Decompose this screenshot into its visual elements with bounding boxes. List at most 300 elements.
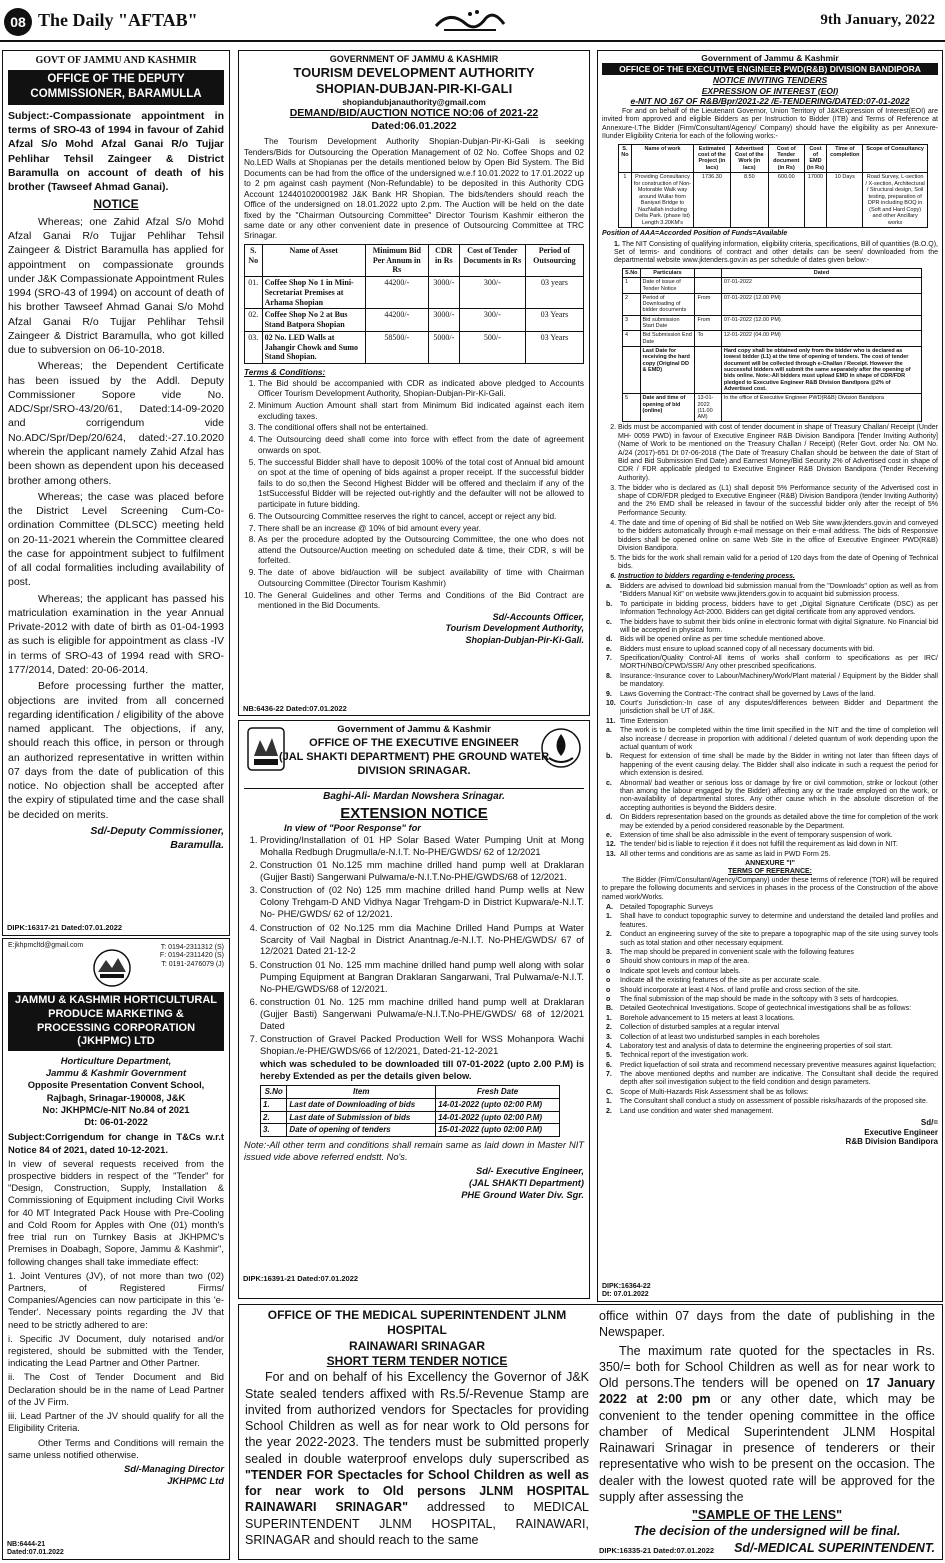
govt-line: Government of Jammu & Kashmir xyxy=(337,724,491,735)
list-item xyxy=(606,1071,938,1088)
intro-paragraph: The Tourism Development Authority Shopian-Dubjan-Pir-Ki-Gali is seeking Tenders/Bids for Outsourcing the Operation Management of 02 No. Coffee Shops and 02 No.LED Walls at Shopianas per the details mentioned below by Open Bid System. The Bid Documents can be had from the office of the undersigned w.e.f 10.01.2022 to 17.01.2022 up to 2 pm against cash payment (Non-Refundable) to be deposited in this Authority CDG Account 124401020001982 J&K Bank HR Shopian. The bids/tenders should reach the Office of the undersigned on 18.01.2022 upto 2.pm. The Auction will be held on the date fixed by the "Chairman Outsourcing Committee" Director Tourism Kashmir eitheron the same date or any other convenient date in presence of Outsourcing Committee at TRC Srinagar. xyxy=(244,136,584,241)
ref-date: Dt: 07.01.2022 xyxy=(602,1290,649,1298)
item-marker: C. xyxy=(606,1088,613,1096)
table-cell: 03 Years xyxy=(525,309,583,332)
list-item xyxy=(606,996,938,1004)
item-text: Collection of at least two undisturbed samples in each boreholes xyxy=(620,1033,820,1041)
table-cell xyxy=(623,347,641,394)
table-cell: From xyxy=(695,315,721,331)
work-item: 5. Construction 01 No. 125 mm machine drilled hand pump well along with solar Pumping Equipment at Bangran Draklaran Sangarwani, Tral Pulwama/e-N.I.T. No-PHE/GWDS/68 of 12/2021. xyxy=(260,960,584,996)
list-item xyxy=(606,1108,938,1116)
clause-item: 5. The bids for the work shall remain valid for a period of 120 days from the date of Opening of Technical bids. xyxy=(618,555,938,572)
tourism-auction-notice xyxy=(238,50,590,716)
item-marker: o xyxy=(606,967,611,975)
list-item xyxy=(606,673,938,690)
office-banner: OFFICE OF THE EXECUTIVE ENGINEER PWD(R&B) DIVISION BANDIPORA xyxy=(602,63,938,75)
work-item: 6. construction 01 No. 125 mm machine drilled hand pump well at Draklaran (Gujjer Basti) Sangerwani Pulwama/e-N.I.T.No-PHE/GWDS/ 68 of 12/2021 Dated xyxy=(260,997,584,1033)
item-text: Collection of disturbed samples at a regular interval xyxy=(620,1024,780,1032)
jk-emblem-icon xyxy=(246,726,286,772)
list-item xyxy=(606,841,938,849)
work-item: 4. Construction of 02 No.125 mm dia Machine Drilled Hand Pumps at Water Scarcity of Vail Nagbal in District Anantnag./e-N.I.T. No-PHE/GWDS/ 67 of 12/2021 Dated 21-12-2 xyxy=(260,923,584,959)
table-row xyxy=(261,1124,560,1137)
table-cell: To xyxy=(695,331,721,347)
jal-shakti-extension-notice xyxy=(238,720,590,1299)
table-cell: Road Survey, L-section / X-section, Architectural / Structural design, Soil testing, preparation of DPR including BOQ in (Soft and Hard Copy) and other Ancillary works xyxy=(863,173,928,228)
item-marker: a. xyxy=(606,727,612,735)
paragraph: i. Specific JV Document, duly notarised and/or registered, should be submitted with the Tender, indicating the Lead Partner and Other Partner. xyxy=(8,1332,224,1369)
clause-item: 3. The bidder who is declared as (L1) shall deposit 5% Performance security of the Advertised cost in shape of CDR/FDR pledged to Executive Engineer (R&B) Division Bandipora (tender Inviting Authority) and the 2% EMD shall be released in favour of the successful bidder only after the receipt of 5% Performance Security. xyxy=(618,485,938,519)
table-cell: Hard copy shall be obtained only from the bidder who is declared as lowest bidder (L1) at the time of opening of tenders. The cost of tender document will be collected through e-Challan / Receipt. However the successful bidders will submit the same separately after the opening of bids online. Note:-All bidders must upload EMD in shape of CDR/FDR pledged to Executive Engineer R&B Division Bandipora @2% of Advertised cost. xyxy=(721,347,921,394)
table-cell: 58500/- xyxy=(365,331,428,363)
table-cell: Coffee Shop No 1 in Mini-Secretariat Premises at Arhama Shopian xyxy=(262,277,365,309)
tender-text: For and on behalf of his Excellency the Governor of J&K State sealed tenders affixed with Rs.5/-Revenue Stamp are invited from authorized vendors for Spectacles for providing School Children as well as for near work to Old persons for the year 2022-2023. The tenders must be submitted properly sealed in double waterproof envelops duly superscribed as xyxy=(245,1370,589,1466)
list-item xyxy=(606,958,938,966)
org-banner: JAMMU & KASHMIR HORTICULTURAL PRODUCE MARKETING & PROCESSING CORPORATION (JKHPMC) LTD xyxy=(8,992,224,1051)
table-cell: In the office of Executive Engineer PWD(R&B) Division Bandipora xyxy=(721,394,921,422)
table-cell: Date of opening of tenders xyxy=(287,1124,436,1137)
term-item: 8. As per the procedure adopted by the Outsourcing Committee, the one who does not attend the Outsource/Auction meeting on scheduled date & time, their CDR, s will be forfeited. xyxy=(258,534,584,565)
item-text: Should incorporate at least 4 Nos. of land profile and cross section of the site. xyxy=(620,986,861,994)
signature: Shopian-Dubjan-Pir-Ki-Gali. xyxy=(465,634,584,645)
table-cell: Date of issue of Tender Notice xyxy=(640,278,695,294)
list-item xyxy=(606,636,938,644)
table-cell: 13-01-2022 (11.00 AM) xyxy=(695,394,721,422)
item-marker: A. xyxy=(606,904,613,912)
table-row xyxy=(245,309,584,332)
signature: R&B Division Bandipora xyxy=(845,1137,938,1147)
rate-text-tail: or any other date, which may be convenient to the tender opening committee in the office chamber of Medical Superintendent JLNM Hospital Rainawari Srinagar in presence of tenderers or their representative who wish to be present on the occasion. The dealer with the lowest quoted rate will be approved for the supply after assessing the xyxy=(599,1392,936,1504)
table-cell: 10 Days xyxy=(827,173,863,228)
list-item xyxy=(606,987,938,995)
schedule-text: which was scheduled to be downloaded till 07-01-2022 (upto 2.00 P.M) is hereby Extended as per the details given below. xyxy=(260,1059,584,1082)
notice-title: NOTICE xyxy=(93,197,139,212)
list-item xyxy=(606,700,938,717)
table-cell: 01. xyxy=(245,277,263,309)
notice-number: No: JKHPMC/e-NIT No.84 of 2021 xyxy=(42,1103,190,1115)
list-item xyxy=(606,832,938,840)
work-item: 3. Construction of (02 No) 125 mm machine drilled hand Pump wells at New Colony Trehgam-D AND Vidhya Nagar Trehgam-D in District Kupwara/e-N.I.T. No- PHE/GWDS/ 62 of 12/2021. xyxy=(260,885,584,921)
signature: Sd/-MEDICAL SUPERINTENDENT. xyxy=(734,1540,935,1555)
tor-intro: The Bidder (Firm/Consultant/Agency/Company) under these terms of reference (TOR) will be required to prepare the following documents and services in phases in the process of the Construction of the above named work/Works. xyxy=(602,876,938,901)
paragraph: Whereas; one Zahid Afzal S/o Mohd Afzal Ganai R/o Tujjar Pehlihar Tehsil Zaingeer & District Baramulla has applied for appointment on compassionate grounds under J&K Compassionate Appointment Rules 1994 (SRO-43 of 1994) on account of death of his brother Tawseef Ahmad Ganai S/o Mohd Afzal Ganai R/o Tujjar Pehlihar Tehsil Zaingeer & District Baramulla, who got killed due to subversion on 06-10-2018. xyxy=(8,215,224,357)
office-line: DIVISION SRINAGAR. xyxy=(357,765,471,778)
item-marker: 6. xyxy=(606,1061,612,1069)
list-item xyxy=(606,977,938,985)
list-item xyxy=(606,583,938,600)
office-line: (JAL SHAKTI DEPARTMENT) PHE GROUND WATER xyxy=(278,751,550,764)
work-item: 2. Construction 01 No.125 mm machine drilled hand pump well at Draklaran (Gujjer Basti) Sangerwani Pulwama/e-N.I.T.No-PHE/GWDS/68 of 12/2021. xyxy=(260,860,584,884)
table-header: Name of Asset xyxy=(262,244,365,276)
work-item: 7. Construction of Gravel Packed Production Well for WSS Mohanpora Wachi Shopian./e-PHE/GWDS/66 of 12/2021, Dated-21-12-2021 xyxy=(260,1034,584,1058)
table-cell: 44200/- xyxy=(365,309,428,332)
item-marker: 1. xyxy=(606,1014,612,1022)
tender-text-tail: addressed to MEDICAL SUPERINTENDENT JLNM HOSPITAL, RAINAWARI, SRINAGAR and should reach to the same xyxy=(245,1500,589,1547)
address-line: Rajbagh, Srinagar-190008, J&K xyxy=(46,1091,186,1103)
paper-name: The Daily "AFTAB" xyxy=(38,10,198,30)
signature: Tourism Development Authority, xyxy=(445,623,584,634)
signature: Executive Engineer xyxy=(864,1127,938,1137)
paragraph: Whereas; the case was placed before the District Level Screening Cum-Co-ordination Committee (DLSCC) meeting held on 20-11-2021 wherein the Committee cleared the case for appointment subject to fulfilment of all codal formalities including availability of post. xyxy=(8,490,224,589)
item-marker: 3. xyxy=(606,948,612,956)
table-cell: 17000 xyxy=(804,173,827,228)
list-item xyxy=(606,968,938,976)
address-line: Opposite Presentation Convent School, xyxy=(27,1079,205,1091)
table-cell: Last date of Submission of bids xyxy=(287,1111,436,1124)
table-cell: 8.50 xyxy=(730,173,768,228)
table-cell: 03 Years xyxy=(525,331,583,363)
item-text: Indicate spot levels and contour labels. xyxy=(620,967,741,975)
table-header: Minimum Bid Per Annum in Rs xyxy=(365,244,428,276)
table-cell: 3000/- xyxy=(428,309,459,332)
table-cell: From xyxy=(695,293,721,315)
item-marker: 9. xyxy=(606,690,612,698)
item-marker: 2. xyxy=(606,1107,612,1115)
item-text: The above mentioned depths and number are indicative. The Consultant shall decide the required depth after soil investigation subject to the field condition and design parameters. xyxy=(620,1071,938,1087)
notice-title: EXTENSION NOTICE xyxy=(340,804,488,822)
aftab-logo xyxy=(430,6,510,36)
email: shopiandubjanauthority@gmail.com xyxy=(342,96,486,107)
position-line: Position of AAA=Accorded Position of Funds=Available xyxy=(602,230,788,238)
table-cell: 1. xyxy=(261,1098,287,1111)
table-cell: 1736.30 xyxy=(694,173,730,228)
item-marker: 7. xyxy=(606,1071,612,1079)
ref-number: DIPK:16335-21 Dated:07.01.2022 xyxy=(599,1546,715,1556)
table-row xyxy=(261,1111,560,1124)
fresh-date-table xyxy=(260,1085,560,1137)
decision-line: The decision of the undersigned will be final. xyxy=(633,1524,901,1539)
table-header: Item xyxy=(287,1086,436,1099)
list-item xyxy=(606,1052,938,1060)
list-item xyxy=(606,601,938,618)
term-item: 9. The date of above bid/auction will be subject availability of time with Chairman Outsourcing Committee (Director Tourism Kashmir) xyxy=(258,567,584,588)
paragraph: Whereas; the Dependent Certificate has been issued by the Addl. Deputy Commissioner Sopore vide No. ADC/Spr/SRO-43/20/61, Dated:14-09-2020 and corrigendum vide No.ADC/Spr/Dep/20/624, dated:-27.10.2020 wherein the applicant namely Zahid Afzal has been shown as dependent upon his deceased brother among others. xyxy=(8,360,224,487)
govt-line: GOVT OF JAMMU AND KASHMIR xyxy=(35,55,197,66)
item-text: The Consultant shall conduct a study on assessment of possible risks/hazards of the proposed site. xyxy=(620,1098,928,1106)
item-marker: d. xyxy=(606,636,613,644)
table-cell: Date and time of opening of bid (online) xyxy=(640,394,695,422)
clause-item: 2. Bids must be accompanied with cost of tender document in shape of Treasury Challan/ Receipt (Under MH- 0059 PWD) in favour of Executive Engineer R&B Division Bandipora [Tender Inviting Authority] (Name of Work to be mentioned on the Treasury Challan / Receipt) (Refer Govt. order No. OM No. A/24 (2017)-651 Dt 07-06-2018 (The Date of Treasury Challan should be between the date of Start of Bid and Bid Submission End Date) and Earnest Money/Bid Security 2% of Advertised cost in shape of CDR / FDR applicable pledged to Executive Engineer R&B Division Bandipora (Tender Receiving Authority). xyxy=(618,424,938,483)
item-marker: o xyxy=(606,958,611,966)
term-item: 6. The Outsourcing Committee reserves the right to cancel, accept or reject any bid. xyxy=(258,511,584,521)
office-line: TOURISM DEVELOPMENT AUTHORITY xyxy=(293,65,535,81)
ref-number: DIPK:16317-21 Dated:07.01.2022 xyxy=(7,922,123,932)
table-cell: Last Date for receiving the hard copy (Original DD & EMD) xyxy=(640,347,695,394)
item-marker: 8. xyxy=(606,672,612,680)
table-header: Cost of EMD (in Rs) xyxy=(804,144,827,173)
nit-number: e-NIT NO 167 OF R&B/Bpr/2021-22 /E-TENDERING/DATED:07-01-2022 xyxy=(630,95,910,106)
list-item xyxy=(606,727,938,752)
item-text: Bidders must ensure to upload scanned copy of all necessary documents with bid. xyxy=(620,645,875,653)
item-marker: 13. xyxy=(606,850,616,858)
jlnm-tender-notice xyxy=(238,1304,943,1560)
table-cell: 600.00 xyxy=(768,173,804,228)
tor-title: TERMS OF REFERANCE: xyxy=(728,868,812,876)
item-text: Conduct an engineering survey of the site to prepare a topographic map of the site using survey tools such as total station and other necessary equipment. xyxy=(620,931,938,947)
tor-list xyxy=(602,904,938,1116)
item-text: The tender/ bid is liable to rejection if it does not fulfill the requirement as laid down in NIT. xyxy=(620,841,898,849)
table-cell: 07-01-2022 (12.00 PM) xyxy=(721,293,921,315)
table-cell: 03 years xyxy=(525,277,583,309)
item-text: Scope of Multi-Hazards Risk Assessment shall be as follows: xyxy=(620,1088,809,1096)
signature: Sd/-Managing Director xyxy=(123,1463,224,1474)
signature: Sd/-Accounts Officer, xyxy=(492,612,584,623)
paragraph: office within 07 days from the date of publishing in the Newspaper. xyxy=(599,1309,935,1340)
terms-title: Terms & Conditions: xyxy=(244,367,326,378)
table-row xyxy=(245,277,584,309)
item-text: To participate in bidding process, bidders have to get „Digital Signature Certificate (DSC) as per Information Technology Act-2000. Bidders can get digital certificate from any approved vendors. xyxy=(620,600,938,617)
item-marker: d. xyxy=(606,814,613,822)
item-text: Bids will be opened online as per time schedule mentioned above. xyxy=(620,636,826,644)
table-cell: 14-01-2022 (upto 02:00 P.M) xyxy=(436,1098,560,1111)
intro-paragraph: For and on behalf of the Lieutenant Governor, Union Territory of J&KExpression of Interest(EOI) are invited from approved and eligible Bidders as per Instruction to Bidder (ITB) and Terms of Reference at Annexure-I.The Bidder (Firm/Consultant/Agency/ Company) should have the eligibility as per Annexure-IIunder Eligibility Criteria for each of the following works:- xyxy=(602,107,938,141)
item-marker: c. xyxy=(606,779,612,787)
list-item xyxy=(606,619,938,636)
annexure-title: ANNEXURE "I" xyxy=(745,860,795,868)
table-header: Particulars xyxy=(640,268,695,277)
jkhpmc-corrigendum xyxy=(2,938,230,1560)
signature: Sd/-Deputy Commissioner, xyxy=(90,824,224,837)
table-header: S. No xyxy=(245,244,263,276)
list-item xyxy=(606,904,938,912)
office-line: OFFICE OF THE MEDICAL SUPERINTENDENT JLNM HOSPITAL xyxy=(267,1308,567,1338)
table-header: S.No xyxy=(623,268,641,277)
item-text: Shall have to conduct topographic survey to determine and understand the detailed land profiles and features. xyxy=(620,913,938,929)
table-cell: 5 xyxy=(623,394,641,422)
item-marker: b. xyxy=(606,600,613,608)
signature: PHE Ground Water Div. Sgr. xyxy=(461,1189,584,1200)
term-item: 2. Minimum Auction Amount shall start from Minimum Bid indicated against each item excluding taxes. xyxy=(258,400,584,421)
table-row xyxy=(261,1098,560,1111)
list-item xyxy=(606,814,938,831)
table-header: Scope of Consultancy xyxy=(863,144,928,173)
item-text: Should show contours in map of the area. xyxy=(620,958,750,966)
item-marker: 12. xyxy=(606,841,616,849)
table-cell xyxy=(695,278,721,294)
table-cell: Last date of Downloading of bids xyxy=(287,1098,436,1111)
table-header: Name of work xyxy=(631,144,693,173)
item-marker: 4. xyxy=(606,1042,612,1050)
table-cell: 4 xyxy=(623,331,641,347)
ref-number: NB:6444-21 xyxy=(7,1540,46,1548)
item-text: Bidders are advised to download bid submission manual from the "Downloads" option as well as from "Bidders Manual Kit" on website www.jktenders.gov.in to acquaint bid submission process. xyxy=(620,582,938,599)
list-item xyxy=(606,753,938,778)
fax: F: 0194-2311420 (S) xyxy=(159,952,224,960)
item-text: Land use condition and water shed management. xyxy=(620,1107,774,1115)
rate-text: The maximum rate quoted for the spectacles in Rs. 350/= both for School Children as well as for near work to Old persons.The tenders will be opened on xyxy=(599,1343,935,1390)
govt-line: Government of Jammu & Kashmir xyxy=(701,53,839,63)
item-marker: 5. xyxy=(606,1052,612,1060)
notice-title: SHORT TERM TENDER NOTICE xyxy=(326,1354,508,1369)
sd-mark: Sd/= xyxy=(920,1118,938,1128)
term-item: 1. The Bid should be accompanied with CDR as indicated above pledged to Accounts Officer Tourism Development Authority, Shopian-Dubjan-Pir-Ki-Gali. xyxy=(258,378,584,399)
list-item xyxy=(606,1098,938,1106)
phone: T: 0191-2476079 (J) xyxy=(161,960,224,968)
terms-list xyxy=(244,378,584,611)
table-row xyxy=(623,278,922,294)
jal-shakti-logo-icon xyxy=(540,726,582,770)
ref-number: DIPK:16391-21 Dated:07.01.2022 xyxy=(243,1274,359,1284)
table-cell: 300/- xyxy=(459,309,525,332)
signature: JKHPMC Ltd xyxy=(167,1475,224,1487)
item-text: Detailed Topographic Surveys xyxy=(620,904,713,912)
term-item: 3. The conditional offers shall not be entertained. xyxy=(258,422,584,432)
list-item xyxy=(606,691,938,699)
item-text: Abnormal/ bad weather or serious loss or damage by fire or civil commotion, strike or lockout (other than among the labour engaged by the Bidder) affecting any or the trade employed on the work, or non-availability of departmental stores. Any other cause which in the absolute discretion of the accepting authorities is beyond the Bidders desire. xyxy=(620,779,938,812)
tender-superscription: "TENDER FOR Spectacles for School Children as well as for near work to Old persons JLNM HOSPITAL RAINAWARI SRINAGAR" xyxy=(245,1467,589,1515)
table-cell: 1 xyxy=(623,278,641,294)
item-marker: 1. xyxy=(606,913,612,921)
item-text: The bidders have to submit their bids online in electronic format with digital Signature. No Financial bid will be accepted in physical form. xyxy=(620,618,938,634)
office-line: OFFICE OF THE EXECUTIVE ENGINEER xyxy=(309,737,519,750)
table-cell: 2. xyxy=(261,1111,287,1124)
signature: Baramulla. xyxy=(170,839,224,852)
signature: (JAL SHAKTI Department) xyxy=(468,1177,584,1188)
table-cell: 500/- xyxy=(459,331,525,363)
term-item: 5. The successful Bidder shall have to deposit 100% of the total cost of Annual bid amount on spot at the time of opening of bids against a proper receipt. If the successful bidder fails to do so,then the Second Highest Bidder will be offered and theclaim if any of the 1stSuccessful Bidder will be rejected out-rightly and the defaulter will not be allowed to participate in future bidding. xyxy=(258,457,584,509)
table-row xyxy=(623,331,922,347)
table-header: Period of Outsourcing xyxy=(525,244,583,276)
item-text: Technical report of the investigation work. xyxy=(620,1052,749,1060)
term-item: 4. The Outsourcing deed shall come into force with effect from the date of agreement onwards on spot. xyxy=(258,434,584,455)
table-row xyxy=(623,347,922,394)
item-text: On Bidders representation based on the grounds as detailed above the time for completion of the work may be extended by a period considered reasonable by the Department. xyxy=(620,814,938,830)
item-marker: o xyxy=(606,986,611,994)
item-text: The map should be prepared in convenient scale with the following features xyxy=(620,948,854,956)
item-marker: 2. xyxy=(606,931,612,939)
notice-line: NOTICE INVITING TENDERS xyxy=(712,75,828,86)
paragraph: Before processing further the matter, objections are invited from all concerned regarding identification / eligibility of the above named applicant. The objections, if any, should reach this office, in person or through an authorized representative in written within 07 days from the date of publication of this notice. No objection shall be accepted after the expiry of stipulated time and the case shall be decided on merits. xyxy=(8,680,224,821)
paragraph: iii. Lead Partner of the JV should qualify for all the Eligibility Criteria. xyxy=(8,1410,224,1434)
item-marker: o xyxy=(606,977,611,985)
notice-date: Dt: 06-01-2022 xyxy=(84,1116,148,1128)
paragraph: ii. The Cost of Tender Document and Bid Declaration should be in the name of Lead Partner of the JV Firm. xyxy=(8,1371,224,1407)
list-item xyxy=(606,1015,938,1023)
item-marker: e. xyxy=(606,831,612,839)
table-row xyxy=(245,331,584,363)
clause-item: 4. The date and time of opening of Bid shall be notified on Web Site www.jktenders.gov.in and conveyed to the bidders automatically through e-mail message on their e-mail address. The bids of Responsive bidders shall be opened online on same Web Site in the office of Executive Engineer PWD(R&B) Division Bandipora. xyxy=(618,520,938,554)
notice-date: Dated:06.01.2022 xyxy=(371,120,457,133)
table-header: CDR in Rs xyxy=(428,244,459,276)
list-item xyxy=(606,1005,938,1013)
table-cell: 15-01-2022 (upto 02:00 P.M) xyxy=(436,1124,560,1137)
subject: Subject:-Compassionate appointment in terms of SRO-43 of 1994 in favour of Zahid Afzal S/o Mohd Afzal Ganai R/o Tujjar Pehlihar Tehsil Zaingeer & District Baramulla on account of death of his brother (Tawseef Ahmad Ganai). xyxy=(8,109,224,194)
item-text: Laws Governing the Contract:-The contract shall be governed by Laws of the land. xyxy=(620,690,876,698)
item-text: Detailed Geotechnical Investigations. Scope of geotechnical investigations shall be as follows: xyxy=(620,1005,912,1013)
issue-date: 9th January, 2022 xyxy=(820,12,935,28)
paragraph: 1. Joint Ventures (JV), of not more than two (02) Partners, of Registered Firms/ Companies/Agencies can now participate in this 'e-Tender'. Necessary points regarding the JV that need to be strictly adhered to are: xyxy=(8,1269,224,1330)
instructions-list xyxy=(602,583,938,859)
table-cell: 3. xyxy=(261,1124,287,1137)
dc-baramulla-notice xyxy=(2,50,230,936)
subject: Subject:Corrigendum for change in T&Cs w.r.t Notice 84 of 2021, dated 10-12-2021. xyxy=(8,1131,224,1155)
clause-1-text: The NIT Consisting of qualifying information, eligibility criteria, specifications, Bill of quantities (B.O.Q), Set of terms- and conditions of contract and other details can be seen/ downloaded from the departmental website www.jktenders.gov.in as per schedule of dates given below:- xyxy=(614,240,938,265)
table-row xyxy=(623,293,922,315)
dept-line: Jammu & Kashmir Government xyxy=(45,1067,187,1079)
clause-1: 1. The NIT Consisting of qualifying information, eligibility criteria, specifications, Bill of quantities (B.O.Q), Set of terms- and conditions of contract and other details can be seen/ downloaded from the departmental website www.jktenders.gov.in as per schedule of dates given below:- xyxy=(614,240,938,265)
table-cell: 07-01-2022 xyxy=(721,278,921,294)
item-text: The work is to be completed within the time limit specified in the NIT and the time of completion will also increase / decrease in proportion with additional / deleted quantum of work depending upon the actual quantum of work xyxy=(620,727,938,751)
item-marker: b. xyxy=(606,753,613,761)
table-header: Estimated cost of the Project (in lacs) xyxy=(694,144,730,173)
paragraph xyxy=(599,1343,935,1506)
table-cell: Providing Consultancy for construction of Non-Motorable Walk way around Wullar from Baniyari Bridge to NazNallah including Delta Park. (phase Ist) Length 3.20KM's xyxy=(631,173,693,228)
item-text: Specification/Quality Control-All items of works shall conform to specifications as per IRC/ MORTH/NBO/CPWD/SSR/ Any other prescribed specifications. xyxy=(620,655,938,671)
page-number: 08 xyxy=(4,8,32,36)
dept-line: Horticulture Department, xyxy=(60,1055,172,1066)
paragraph: Whereas; the applicant has passed his matriculation examination in the year Annual Private-2012 with date of birth as 01-04-1993 as such is eligible for appointment as class -IV in terms of SRO-43 of 1994 read with SRO-177/2014, Dated: 20-06-2014. xyxy=(8,592,224,676)
schedule-table xyxy=(622,268,922,423)
work-item: 1. Providing/Installation of 01 HP Solar Based Water Pumping Unit at Mong Mohalla Redbugh Drugmulla/e-N.I.T. No-PHE/GWDS/ 62 of 12/2021 xyxy=(260,835,584,859)
address: Baghi-Ali- Mardan Nowshera Srinagar. xyxy=(244,788,584,804)
clause-list xyxy=(602,424,938,581)
item-marker: e. xyxy=(606,645,612,653)
list-item xyxy=(606,1034,938,1042)
table-cell: 300/- xyxy=(459,277,525,309)
item-marker: 11. xyxy=(606,717,616,725)
item-text: Extension of time shall be also admissible in the event of temporary suspension of work. xyxy=(620,831,893,839)
list-item xyxy=(606,718,938,726)
paragraph: Other Terms and Conditions will remain the same unless notified otherwise. xyxy=(8,1436,224,1460)
table-cell: 1 xyxy=(619,173,632,228)
table-header: Fresh Date xyxy=(436,1086,560,1099)
term-item: 7. There shall be an increase @ 10% of bid amount every year. xyxy=(258,523,584,533)
item-text: Time Extension xyxy=(620,717,668,725)
notice-line: EXPRESSION OF INTEREST (EOI) xyxy=(701,85,839,96)
list-item xyxy=(606,949,938,957)
ref-date: Dated:07.01.2022 xyxy=(7,1548,64,1556)
ref-number: DIPK:16364-22 xyxy=(602,1282,651,1290)
item-marker: a. xyxy=(606,582,612,590)
opening-date: 17 January 2022 at 2:00 pm xyxy=(599,1376,936,1407)
table-cell xyxy=(695,347,721,394)
table-cell: 03. xyxy=(245,331,263,363)
clause-item: 6. Instruction to bidders regarding e-tendering process. xyxy=(618,573,938,581)
table-cell: Bid submission Start Date xyxy=(640,315,695,331)
jkhpmc-logo-icon xyxy=(90,948,134,988)
item-marker: 10. xyxy=(606,700,616,708)
table-header: S. No xyxy=(619,144,632,173)
table-cell: Coffee Shop No 2 at Bus Stand Batpora Shopian xyxy=(262,309,365,332)
list-item xyxy=(606,646,938,654)
ref-number: NB:6436-22 Dated:07.01.2022 xyxy=(243,703,347,713)
paragraph: In view of several requests received from the prospective bidders in respect of the "Tender" for "Design, Construction, Supply, Installation & Commissioning of Equipment including Civil Works for 40 MT Integrated Pack House with Pre-Cooling and Cold Room for Apples with One (01) month's free trial run on Turnkey Basis at JKHPMC's Premises in Doabagh, Sopore, Jammu & Kashmir", following changes shall take immediate effect: xyxy=(8,1157,224,1267)
table-row xyxy=(623,315,922,331)
signature: Sd/- Executive Engineer, xyxy=(476,1165,584,1176)
table-cell: 12-01-2022 (04.00 PM) xyxy=(721,331,921,347)
item-text: Request for extension of time shall be made by the Bidder in writing not later than fifteen days of happening of the event causing delay. The Bidder shall also indicate in such a request the period for which extension is desired. xyxy=(620,753,938,778)
table-cell: 2 xyxy=(623,293,641,315)
item-text: Borehole advancement to 15 meters at least 3 locations. xyxy=(620,1014,795,1022)
table-cell: 14-01-2022 (upto 02:00 P.M) xyxy=(436,1111,560,1124)
masthead xyxy=(0,0,945,42)
govt-line: GOVERNMENT OF JAMMU & KASHMIR xyxy=(329,54,499,64)
table-cell: 02 No. LED Walls at Jahangir Chowk and Sumo Stand Shopian. xyxy=(262,331,365,363)
phone: T: 0194-2311312 (S) xyxy=(160,944,224,951)
item-text: The final submission of the map should be made in the softcopy with 3 sets of hardcopies. xyxy=(620,995,899,1003)
item-text: Laboratory test and analysis of data to determine the engineering properties of soil start. xyxy=(620,1042,893,1050)
notice-number: DEMAND/BID/AUCTION NOTICE NO:06 of 2021-22 xyxy=(289,106,539,119)
pwd-bandipora-eoi xyxy=(597,50,943,1302)
note: Note:-All other term and conditions shall remain same as laid down in Master NIT issued vide above referred endstt. No's. xyxy=(244,1140,584,1163)
table-cell: Bid Submission End Date xyxy=(640,331,695,347)
table-cell: 44200/- xyxy=(365,277,428,309)
table-header: Cost of Tender Documents in Rs xyxy=(459,244,525,276)
office-line: RAINAWARI SRINAGAR xyxy=(348,1338,485,1353)
sample-label: "SAMPLE OF THE LENS" xyxy=(691,1508,843,1522)
intro: In view of "Poor Response" for xyxy=(284,822,421,833)
paragraph xyxy=(245,1369,589,1548)
table-header xyxy=(695,268,721,277)
